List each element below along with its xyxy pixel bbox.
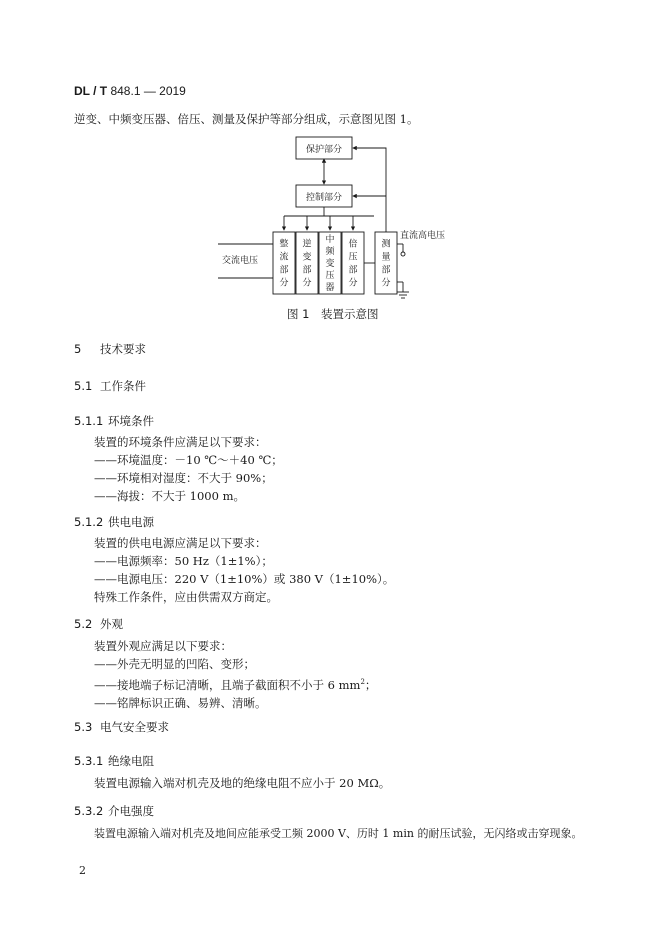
block-label-char: 逆: [302, 239, 312, 250]
device-schematic-diagram: [210, 132, 460, 312]
section-5-2-heading: 5.2 外观: [74, 617, 123, 631]
block-label-char: 分: [348, 278, 358, 289]
block-label-char: 压: [325, 271, 335, 281]
block-label-char: 部: [302, 265, 312, 276]
ac-input-label: 交流电压: [222, 256, 259, 266]
section-5-1-2-heading: 5.1.2 供电电源: [74, 515, 154, 529]
section-5-1-2-body: 装置的供电电源应满足以下要求： ——电源频率：50 Hz（1±1%）； ——电源电压：220 V（1±10%）或 380 V（1±10%）。 特殊工作条件，应由供需双方商定。: [94, 536, 395, 604]
block-label-char: 压: [348, 252, 358, 263]
block-label-char: 整: [279, 239, 289, 250]
block-label-char: 变: [325, 259, 335, 269]
page-number: 2: [79, 864, 86, 877]
block-label-char: 分: [381, 278, 391, 289]
section-5-3-heading: 5.3 电气安全要求: [74, 720, 169, 734]
section-5-3-2-heading: 5.3.2 介电强度: [74, 804, 154, 818]
intro-line: 逆变、中频变压器、倍压、测量及保护等部分组成，示意图见图 1。: [74, 112, 419, 126]
block-label-char: 部: [348, 265, 358, 276]
block-label-char: 分: [279, 278, 289, 289]
block-label-char: 量: [381, 252, 391, 263]
standard-code-header: DL / T 848.1 — 2019: [74, 84, 186, 98]
block-label-char: 中: [325, 235, 335, 245]
block-label-char: 流: [279, 252, 289, 263]
dc-output-label: 直流高电压: [400, 231, 446, 241]
section-5-heading: 5 技术要求: [74, 342, 146, 356]
block-label-char: 倍: [348, 239, 358, 250]
control-label: 控制部分: [305, 193, 343, 203]
section-5-2-body: 装置外观应满足以下要求： ——外壳无明显的凹陷、变形； ——接地端子标记清晰，且端子截面积不小于 6 $mm^2$； ——铭牌标识正确、易辨、清晰。: [94, 639, 377, 710]
block-label-char: 器: [325, 283, 335, 293]
block-label-char: 频: [325, 247, 335, 257]
section-5-1-1-heading: 5.1.1 环境条件: [74, 414, 154, 428]
protection-label: 保护部分: [305, 145, 343, 155]
section-5-3-2-body: 装置电源输入端对机壳及地间应能承受工频 2000 V、历时 1 min 的耐压试验，无闪络或击穿现象。: [94, 827, 583, 840]
block-label-char: 部: [279, 265, 289, 276]
section-5-1-1-body: 装置的环境条件应满足以下要求： ——环境温度：－10 ℃～＋40 ℃； ——环境相对湿度：不大于 90%； ——海拔：不大于 1000 m。: [94, 435, 283, 503]
block-label-char: 分: [302, 278, 312, 289]
figure-caption: 图 1 装置示意图: [287, 307, 379, 321]
block-label-char: 测: [381, 239, 391, 250]
block-label-char: 变: [302, 252, 312, 263]
section-5-1-heading: 5.1 工作条件: [74, 379, 146, 393]
section-5-3-1-body: 装置电源输入端对机壳及地的绝缘电阻不应小于 20 MΩ。: [94, 776, 391, 790]
block-label-char: 部: [381, 265, 391, 276]
section-5-3-1-heading: 5.3.1 绝缘电阻: [74, 754, 154, 768]
